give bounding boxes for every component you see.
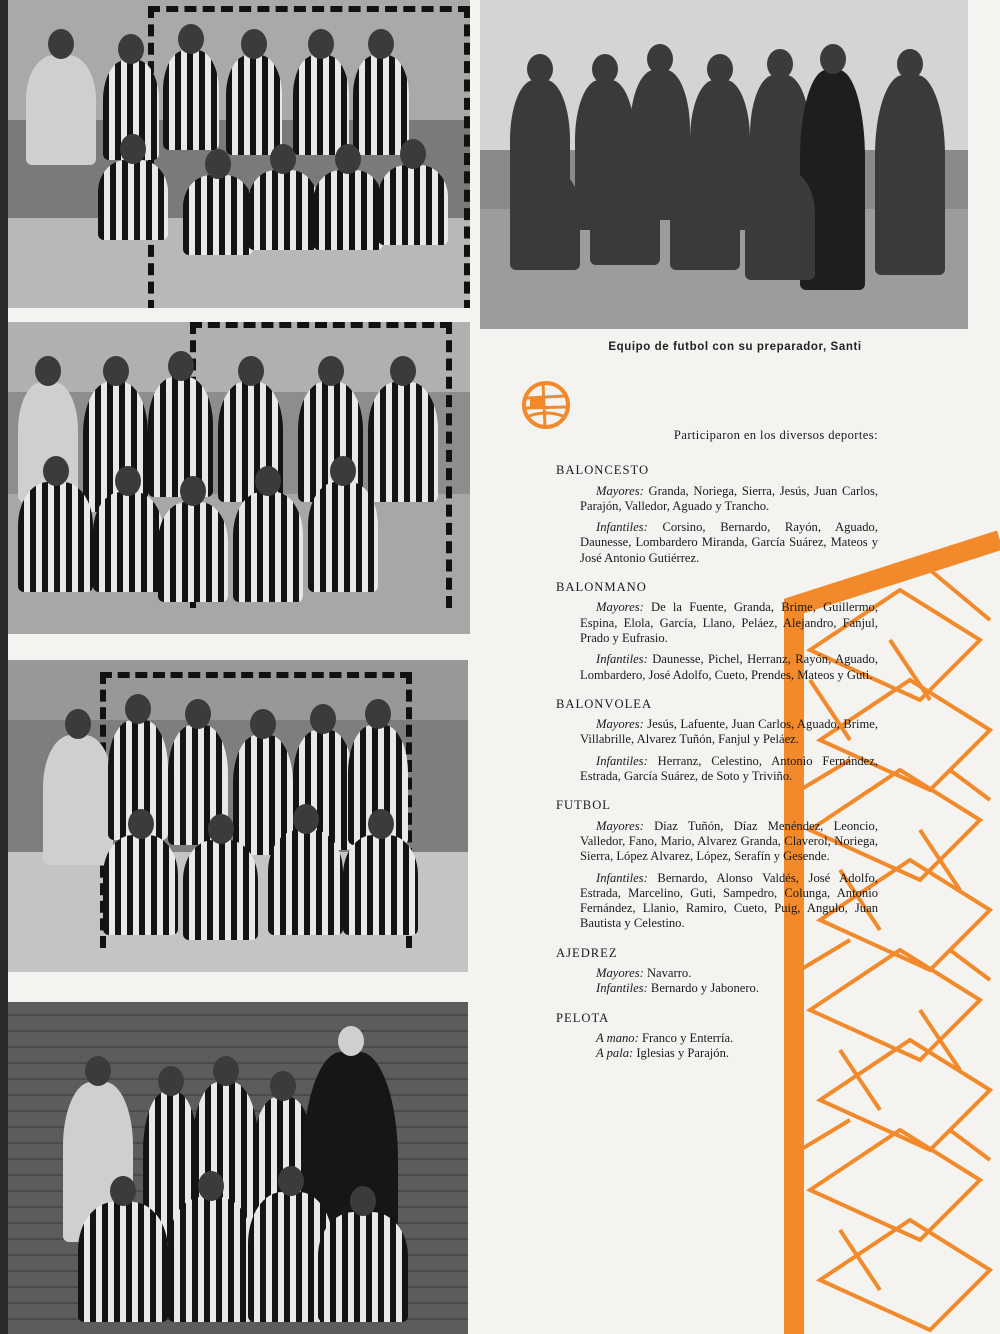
section-pelota bbox=[556, 1011, 878, 1062]
infantiles-entry: Infantiles: Corsino, Bernardo, Rayón, Aguado, Daunesse, Lombardero Miranda, García Suárez, Mateos y José Antonio Gutiérrez. bbox=[580, 520, 878, 565]
mayores-entry: Mayores: Díaz Tuñón, Díaz Menéndez, Leoncio, Valledor, Fano, Mario, Alvarez Granda, Claverol, Noriega, Sierra, López Alvarez, López, Serafín y Gesende. bbox=[580, 818, 878, 864]
photo-team-brick-wall bbox=[8, 1002, 468, 1334]
infantiles-entry: Infantiles: Daunesse, Pichel, Herranz, Rayón, Aguado, Lombardero, José Adolfo, Cueto, Prendes, Mateos y Guti. bbox=[580, 652, 878, 682]
section-baloncesto bbox=[556, 463, 878, 566]
mayores-entry: Mayores: De la Fuente, Granda, Brime, Guillermo, Espina, Elola, García, Llano, Peláez, Alejandro, Fanjul, Prado y Eufrasio. bbox=[580, 600, 878, 645]
photo-team-goal-1 bbox=[8, 0, 470, 308]
photo-caption: Equipo de futbol con su preparador, Santi bbox=[608, 341, 862, 353]
a-mano-entry: A mano: Franco y Enterría. bbox=[596, 1030, 734, 1045]
photo-team-goal-3 bbox=[8, 660, 468, 972]
football-icon bbox=[521, 380, 571, 430]
infantiles-entry: Infantiles: Bernardo, Alonso Valdés, José Adolfo, Estrada, Marcelino, Guti, Sampedro, Colunga, Antonio Fernández, Llanio, Ramiro, Cueto, Puig, Angulo, Juan Bautista y Celestino. bbox=[580, 870, 879, 931]
photo-team-goal-2 bbox=[8, 322, 470, 634]
section-title: BALONMANO bbox=[556, 580, 647, 595]
section-title: BALONVOLEA bbox=[556, 696, 653, 711]
photo-football-team-coach bbox=[480, 0, 968, 329]
section-title: PELOTA bbox=[556, 1010, 610, 1025]
a-pala-entry: A pala: Iglesias y Parajón. bbox=[596, 1046, 730, 1061]
mayores-entry: Mayores: Jesús, Lafuente, Juan Carlos, Aguado, Brime, Villabrille, Alvarez Tuñón, Fanjul y Peláez. bbox=[580, 717, 878, 747]
section-title: BALONCESTO bbox=[556, 463, 650, 478]
infantiles-entry: Infantiles: Herranz, Celestino, Antonio Fernández, Estrada, García Suárez, de Soto y Triviño. bbox=[580, 753, 878, 784]
section-balonmano bbox=[556, 580, 878, 683]
mayores-entry: Mayores: Granda, Noriega, Sierra, Jesús, Juan Carlos, Parajón, Valledor, Aguado y Trancho. bbox=[580, 483, 878, 513]
section-title: FUTBOL bbox=[556, 798, 611, 813]
section-ajedrez bbox=[556, 946, 878, 997]
section-balonvolea bbox=[556, 697, 878, 784]
infantiles-entry: Infantiles: Bernardo y Jabonero. bbox=[596, 981, 759, 996]
mayores-entry: Mayores: Navarro. bbox=[596, 966, 692, 981]
sports-participants-list bbox=[556, 428, 878, 1076]
section-title: AJEDREZ bbox=[556, 945, 618, 960]
intro-text: Participaron en los diversos deportes: bbox=[673, 428, 878, 442]
section-futbol bbox=[556, 798, 878, 931]
page-edge-strip bbox=[0, 0, 8, 1334]
